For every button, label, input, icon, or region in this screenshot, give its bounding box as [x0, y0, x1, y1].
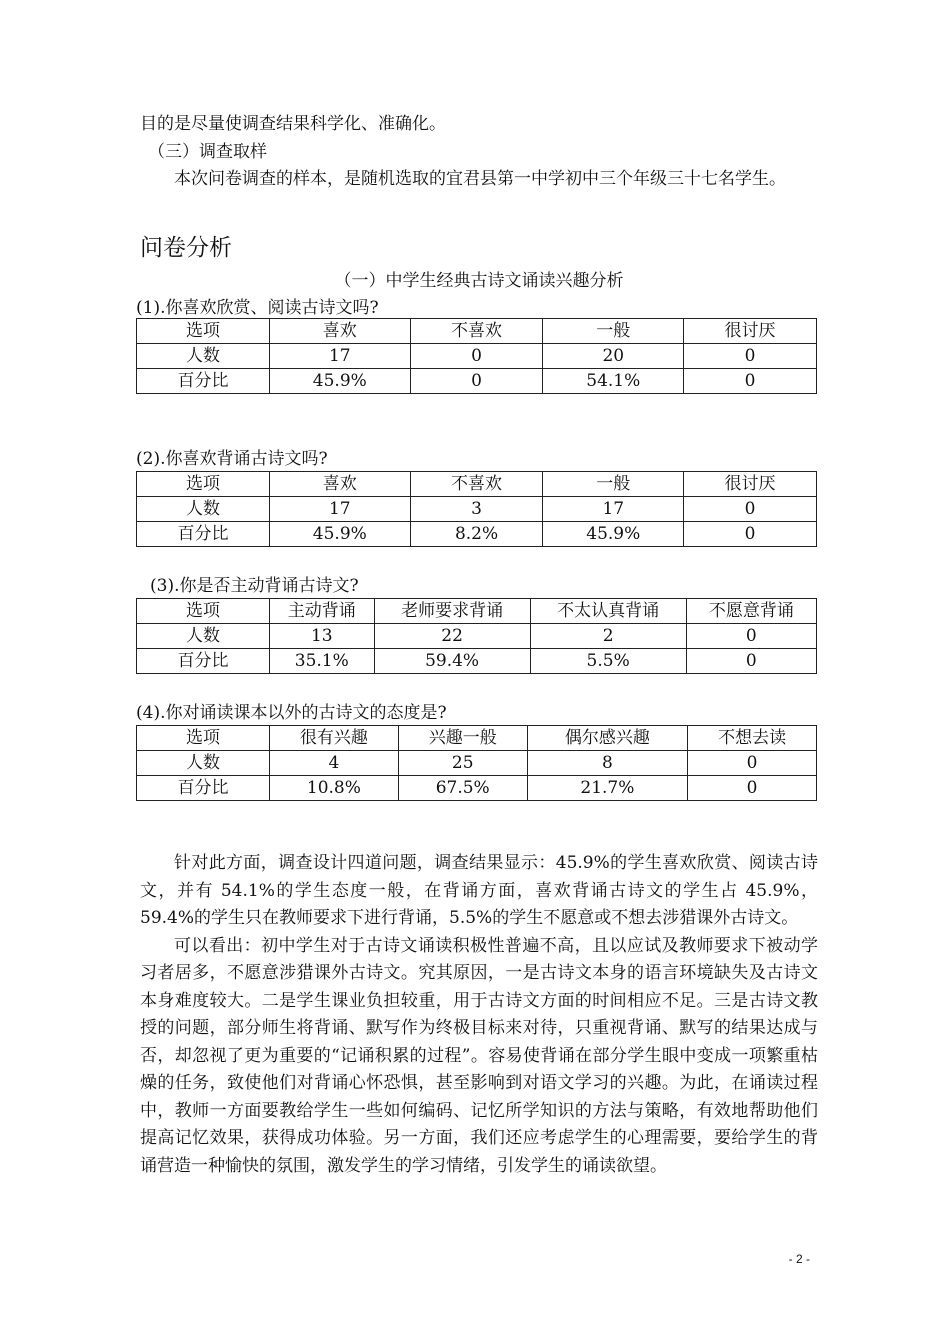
table-cell: 45.9% — [543, 522, 684, 547]
subsection-heading-sampling: （三）调查取样 — [148, 142, 267, 162]
table-cell: 17 — [270, 344, 411, 369]
table-cell: 20 — [543, 344, 684, 369]
table-cell: 45.9% — [270, 369, 411, 394]
table-cell: 0 — [410, 369, 543, 394]
section-subtitle: （一）中学生经典古诗文诵读兴趣分析 — [334, 271, 624, 291]
table-cell: 一般 — [543, 472, 684, 497]
table-cell: 不喜欢 — [410, 319, 543, 344]
table-cell: 不愿意背诵 — [686, 599, 816, 624]
table-row-count — [137, 344, 817, 369]
table-row-percent — [137, 776, 817, 801]
table-cell: 选项 — [137, 726, 270, 751]
table-cell: 人数 — [137, 751, 270, 776]
table-cell: 喜欢 — [270, 319, 411, 344]
table-cell: 主动背诵 — [270, 599, 375, 624]
table-cell: 67.5% — [398, 776, 527, 801]
table-cell: 人数 — [137, 497, 270, 522]
table-cell: 35.1% — [270, 649, 375, 674]
table-cell: 不太认真背诵 — [530, 599, 686, 624]
question-1: (1).你喜欢欣赏、阅读古诗文吗? — [136, 298, 379, 318]
table-cell: 54.1% — [543, 369, 684, 394]
table-cell: 0 — [686, 624, 816, 649]
table-cell: 百分比 — [137, 369, 270, 394]
table-cell: 人数 — [137, 344, 270, 369]
table-cell: 22 — [374, 624, 530, 649]
page-number: - 2 - — [788, 1252, 810, 1266]
sample-paragraph: 本次问卷调查的样本，是随机选取的宜君县第一中学初中三个年级三十七名学生。 — [174, 169, 786, 189]
table-row-count — [137, 751, 817, 776]
table-cell: 0 — [410, 344, 543, 369]
table-cell: 0 — [686, 649, 816, 674]
table-cell: 0 — [684, 497, 817, 522]
analysis-section — [140, 850, 818, 1180]
table-cell: 老师要求背诵 — [374, 599, 530, 624]
table-cell: 8 — [527, 751, 688, 776]
table-row-header — [137, 319, 817, 344]
question-4: (4).你对诵读课本以外的古诗文的态度是? — [136, 703, 447, 723]
table-row-header — [137, 599, 817, 624]
table-cell: 很讨厌 — [684, 319, 817, 344]
table-row-percent — [137, 369, 817, 394]
table-cell: 偶尔感兴趣 — [527, 726, 688, 751]
table-cell: 2 — [530, 624, 686, 649]
table-cell: 10.8% — [270, 776, 399, 801]
table-cell: 59.4% — [374, 649, 530, 674]
table-row-header — [137, 472, 817, 497]
table-cell: 0 — [684, 522, 817, 547]
table-row-count — [137, 624, 817, 649]
table-cell: 兴趣一般 — [398, 726, 527, 751]
table-cell: 4 — [270, 751, 399, 776]
table-cell: 25 — [398, 751, 527, 776]
table-cell: 0 — [688, 776, 817, 801]
table-row-header — [137, 726, 817, 751]
question-3: (3).你是否主动背诵古诗文? — [150, 576, 359, 596]
table-question-1 — [136, 318, 817, 394]
table-cell: 17 — [543, 497, 684, 522]
table-cell: 0 — [688, 751, 817, 776]
table-cell: 17 — [270, 497, 411, 522]
table-cell: 5.5% — [530, 649, 686, 674]
table-cell: 3 — [410, 497, 543, 522]
table-cell: 很有兴趣 — [270, 726, 399, 751]
table-cell: 0 — [684, 369, 817, 394]
section-heading: 问卷分析 — [140, 235, 232, 261]
table-row-percent — [137, 522, 817, 547]
table-question-3 — [136, 598, 817, 674]
analysis-paragraph-1: 针对此方面，调查设计四道问题，调查结果显示：45.9%的学生喜欢欣赏、阅读古诗文，并有 54.1%的学生态度一般，在背诵方面，喜欢背诵古诗文的学生占 45.9%，59.4%的学生只在教师要求下进行背诵，5.5%的学生不愿意或不想去涉猎课外古诗文。 — [140, 853, 818, 928]
table-cell: 选项 — [137, 319, 270, 344]
table-cell: 很讨厌 — [684, 472, 817, 497]
table-cell: 百分比 — [137, 649, 270, 674]
table-cell: 选项 — [137, 472, 270, 497]
table-cell: 人数 — [137, 624, 270, 649]
table-cell: 45.9% — [270, 522, 411, 547]
table-cell: 百分比 — [137, 776, 270, 801]
table-row-count — [137, 497, 817, 522]
table-cell: 喜欢 — [270, 472, 411, 497]
table-cell: 0 — [684, 344, 817, 369]
table-cell: 不喜欢 — [410, 472, 543, 497]
table-cell: 21.7% — [527, 776, 688, 801]
table-question-4 — [136, 725, 817, 801]
table-cell: 一般 — [543, 319, 684, 344]
table-cell: 8.2% — [410, 522, 543, 547]
table-cell: 百分比 — [137, 522, 270, 547]
intro-line: 目的是尽量使调查结果科学化、准确化。 — [140, 114, 446, 134]
analysis-paragraph-2: 可以看出：初中学生对于古诗文诵读积极性普遍不高，且以应试及教师要求下被动学习者居多，不愿意涉猎课外古诗文。究其原因，一是古诗文本身的语言环境缺失及古诗文本身难度较大。二是学生课业负担较重，用于古诗文方面的时间相应不足。三是古诗文教授的问题，部分师生将背诵、默写作为终极目标来对待，只重视背诵、默写的结果达成与否，却忽视了更为重要的“记诵积累的过程”。容易使背诵在部分学生眼中变成一项繁重枯燥的任务，致使他们对背诵心怀恐惧，甚至影响到对语文学习的兴趣。为此，在诵读过程中，教师一方面要教给学生一些如何编码、记忆所学知识的方法与策略，有效地帮助他们提高记忆效果，获得成功体验。另一方面，我们还应考虑学生的心理需要，要给学生的背诵营造一种愉快的氛围，激发学生的学习情绪，引发学生的诵读欲望。 — [140, 935, 818, 1176]
table-cell: 不想去读 — [688, 726, 817, 751]
table-question-2 — [136, 471, 817, 547]
table-row-percent — [137, 649, 817, 674]
question-2: (2).你喜欢背诵古诗文吗? — [136, 449, 328, 469]
table-cell: 13 — [270, 624, 375, 649]
table-cell: 选项 — [137, 599, 270, 624]
